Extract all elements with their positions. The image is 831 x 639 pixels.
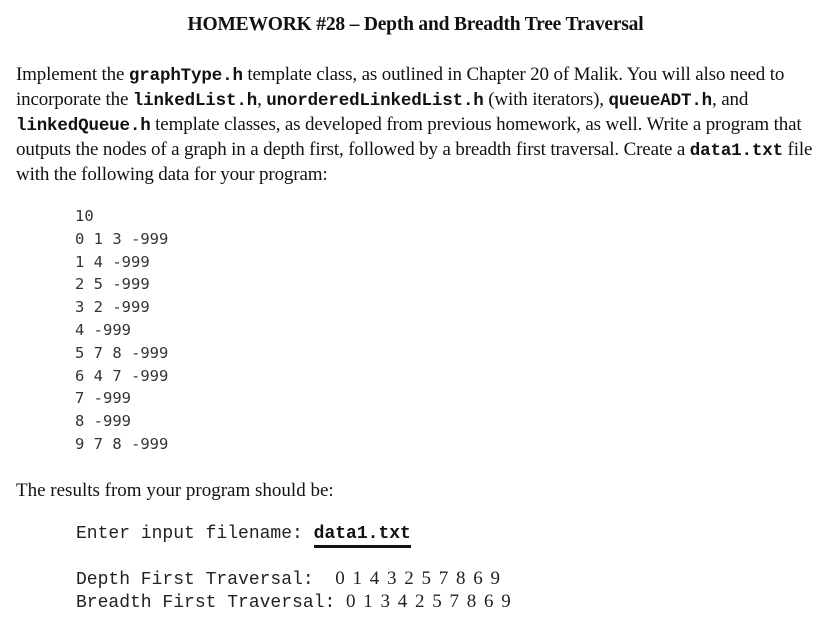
- data-line: 10: [75, 207, 94, 225]
- code-linkedqueue: linkedQueue.h: [16, 116, 151, 136]
- code-graphtype: graphType.h: [128, 66, 243, 86]
- data-line: 3 2 -999: [75, 298, 150, 317]
- text: template classes, as developed from previous homework, as well. Write a program that outputs the nodes of a graph in a depth first, followed by a breadth first traversal. Create a: [16, 114, 802, 160]
- text: file with the following data for your program:: [16, 139, 813, 185]
- text: template class, as outlined in Chapter 20 of Malik. You will also need to incorporate the: [16, 64, 785, 110]
- code-data1: data1.txt: [689, 141, 783, 161]
- code-unorderedlinkedlist: unorderedLinkedList.h: [266, 91, 484, 111]
- breadth-values: 0 1 3 4 2 5 7 8 6 9: [346, 591, 511, 612]
- code-linkedlist: linkedList.h: [132, 91, 258, 111]
- text: (with iterators),: [483, 89, 609, 110]
- breadth-label: Breadth First Traversal:: [76, 593, 347, 613]
- data-line: 7 -999: [75, 389, 131, 408]
- data-line: 4 -999: [75, 320, 131, 339]
- text: ,: [257, 89, 267, 110]
- data-line: 8 -999: [75, 412, 131, 431]
- data-line: 0 1 3 -999: [75, 229, 169, 248]
- instructions-paragraph: [16, 63, 816, 187]
- filename-prompt: [76, 524, 411, 544]
- results-label: The results from your program should be:: [16, 480, 334, 501]
- depth-label: Depth First Traversal:: [76, 570, 336, 590]
- page-title: HOMEWORK #28 – Depth and Breadth Tree Traversal: [187, 14, 644, 35]
- data-line: 5 7 8 -999: [75, 343, 169, 362]
- data-file-listing: [75, 205, 168, 456]
- data-line: 6 4 7 -999: [75, 366, 169, 385]
- depth-first-output: [76, 568, 500, 590]
- data-line: 1 4 -999: [75, 252, 150, 271]
- data-line: 9 7 8 -999: [75, 434, 169, 453]
- text: , and: [712, 89, 749, 110]
- code-queueadt: queueADT.h: [608, 91, 713, 111]
- breadth-first-output: [76, 591, 511, 613]
- data-line: 2 5 -999: [75, 275, 150, 294]
- prompt-text: Enter input filename:: [76, 524, 314, 544]
- filename-input-value: data1.txt: [314, 524, 411, 548]
- text: Implement the: [16, 64, 129, 85]
- depth-values: 0 1 4 3 2 5 7 8 6 9: [335, 568, 500, 589]
